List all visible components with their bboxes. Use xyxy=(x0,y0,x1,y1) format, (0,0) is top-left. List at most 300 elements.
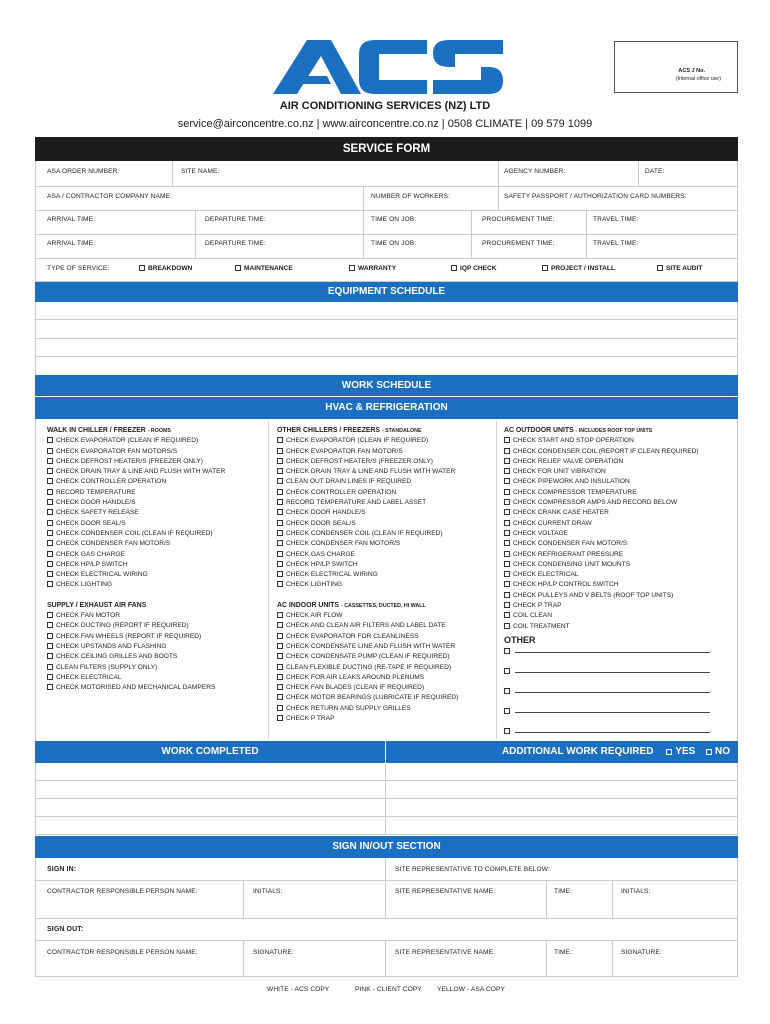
checklist-item-label: CHECK P TRAP xyxy=(513,602,562,610)
checklist-item-label: CHECK CONDENSER COIL (CLEAN IF REQUIRED) xyxy=(286,529,443,537)
additional-work-row[interactable] xyxy=(386,781,737,799)
initials-label: INITIALS: xyxy=(621,888,651,895)
checklist-item-label: CHECK SAFETY RELEASE xyxy=(56,509,139,517)
checklist-item[interactable] xyxy=(277,477,458,487)
checkbox-icon xyxy=(47,571,53,577)
checkbox-icon xyxy=(504,728,510,734)
checklist-item[interactable] xyxy=(504,591,710,601)
checklist-item[interactable] xyxy=(504,611,710,621)
work-completed-bar xyxy=(35,741,385,763)
checklist-item-label: CHECK START AND STOP OPERATION xyxy=(513,437,634,445)
checklist-item[interactable] xyxy=(47,570,225,580)
other-heading: OTHER xyxy=(504,634,536,645)
checkbox-icon xyxy=(277,458,283,464)
job-box-label: ACS J No. xyxy=(678,68,705,74)
checkbox-icon xyxy=(277,581,283,587)
checklist-item[interactable] xyxy=(277,580,458,590)
checkbox-icon xyxy=(277,561,283,567)
safety-passport-field[interactable] xyxy=(499,187,737,210)
contractor-label: CONTRACTOR RESPONSIBLE PERSON NAME: xyxy=(47,888,198,895)
checkbox-icon xyxy=(47,633,53,639)
checklist-item-label: CHECK MOTOR BEARINGS (LUBRICATE IF REQUIRED) xyxy=(286,694,459,702)
checklist-item-label: CHECK RELIEF VALVE OPERATION xyxy=(513,457,624,465)
checklist-item[interactable] xyxy=(47,457,225,467)
checklist-item[interactable] xyxy=(504,467,710,477)
checkbox-icon xyxy=(349,265,355,271)
checklist-item[interactable] xyxy=(47,447,225,457)
checklist-item-label: CHECK DOOR SEAL/S xyxy=(286,519,356,527)
checkbox-icon xyxy=(47,674,53,680)
service-option-label: BREAKDOWN xyxy=(148,265,193,272)
site-rep-complete-label: SITE REPRESENTATIVE TO COMPLETE BELOW: xyxy=(395,866,550,873)
checkbox-icon xyxy=(504,437,510,443)
checkbox-icon xyxy=(504,612,510,618)
equipment-schedule-title: EQUIPMENT SCHEDULE xyxy=(327,286,446,297)
checklist-item[interactable] xyxy=(47,508,225,518)
other-line-3[interactable] xyxy=(504,687,710,707)
checklist-item[interactable] xyxy=(504,550,710,560)
checkbox-icon xyxy=(277,468,283,474)
other-chillers-heading xyxy=(277,426,458,436)
checkbox-icon xyxy=(657,265,663,271)
checklist-item[interactable] xyxy=(277,673,458,683)
checklist-item[interactable] xyxy=(504,498,710,508)
checklist-item-label: CHECK COMPRESSOR TEMPERATURE xyxy=(513,488,637,496)
checklist-item-label: CHECK DUCTING (REPORT IF REQUIRED) xyxy=(56,622,189,630)
checklist-item[interactable] xyxy=(277,519,458,529)
checklist-item[interactable] xyxy=(47,550,225,560)
checkbox-icon xyxy=(504,489,510,495)
checklist-item-label: COIL CLEAN xyxy=(513,612,552,620)
agency-number-field[interactable] xyxy=(499,162,638,186)
checkbox-icon xyxy=(47,664,53,670)
checklist-item[interactable] xyxy=(277,714,458,724)
checklist-item[interactable] xyxy=(47,652,225,662)
checkbox-icon xyxy=(451,265,457,271)
ac-outdoor-sub: - INCLUDES ROOF TOP UNITS xyxy=(575,428,653,434)
additional-work-bar xyxy=(386,741,738,763)
procurement-time-field[interactable] xyxy=(472,211,586,234)
checkbox-icon xyxy=(504,458,510,464)
equipment-row[interactable] xyxy=(36,302,737,320)
asa-order-number-field[interactable] xyxy=(36,162,172,186)
checklist-item[interactable] xyxy=(504,529,710,539)
travel-time-field-2[interactable] xyxy=(587,235,737,258)
checkbox-icon xyxy=(47,489,53,495)
sign-out-time-field[interactable] xyxy=(547,941,612,976)
checklist-item-label: RECORD TEMPERATURE AND LABEL ASSET xyxy=(286,499,427,507)
checkbox-icon xyxy=(277,530,283,536)
work-completed-row[interactable] xyxy=(36,799,385,817)
checklist-item-label: CHECK CONDENSER FAN MOTOR/S xyxy=(286,540,401,548)
checklist-item-label: COIL TREATMENT xyxy=(513,622,570,630)
departure-time-field[interactable] xyxy=(196,211,363,234)
checklist-item[interactable] xyxy=(277,529,458,539)
checkbox-icon xyxy=(504,708,510,714)
checklist-item-label: CHECK ELECTRICAL WIRING xyxy=(56,571,148,579)
site-rep-name-label: SITE REPRESENTATIVE NAME: xyxy=(395,888,496,895)
checklist-item-label: CHECK EVAPORATOR FAN MOTORS/S xyxy=(56,447,178,455)
checklist-item[interactable] xyxy=(277,642,458,652)
checkbox-icon xyxy=(504,623,510,629)
checklist-item-label: CLEAN FILTERS (SUPPLY ONLY) xyxy=(56,663,158,671)
service-option-label: MAINTENANCE xyxy=(244,265,293,272)
checklist-item-label: CHECK CONDENSER FAN MOTOR/S xyxy=(56,540,171,548)
checklist-item-label: CHECK EVAPORATOR (CLEAN IF REQUIRED) xyxy=(286,437,429,445)
service-option-label: PROJECT / INSTALL xyxy=(551,265,615,272)
walk-in-chiller-title: WALK IN CHILLER / FREEZER xyxy=(47,427,146,434)
checkbox-icon xyxy=(504,602,510,608)
other-line-1[interactable] xyxy=(504,647,710,667)
sign-out-label: SIGN OUT: xyxy=(47,926,84,933)
checkbox-icon xyxy=(277,437,283,443)
checklist-item[interactable] xyxy=(504,457,710,467)
arrival-time-label: ARRIVAL TIME: xyxy=(47,240,96,247)
checklist-item-label: CLEAN FLEXIBLE DUCTING (RE-TAPE IF REQUIRED) xyxy=(286,663,452,671)
work-completed-row[interactable] xyxy=(36,763,385,781)
checkbox-icon xyxy=(504,688,510,694)
checkbox-icon xyxy=(277,489,283,495)
checklist-item[interactable] xyxy=(277,632,458,642)
procurement-time-label: PROCUREMENT TIME: xyxy=(482,216,555,223)
checkbox-icon xyxy=(277,674,283,680)
checklist-item[interactable] xyxy=(504,560,710,570)
date-field[interactable] xyxy=(639,162,737,186)
checklist-item-label: CHECK ELECTRICAL WIRING xyxy=(286,571,378,579)
checklist-item[interactable] xyxy=(504,622,710,632)
contractor-label: CONTRACTOR RESPONSIBLE PERSON NAME: xyxy=(47,949,198,956)
checklist-item-label: CHECK UPSTANDS AND FLASHING xyxy=(56,642,167,650)
checkbox-icon xyxy=(47,530,53,536)
checklist-item[interactable] xyxy=(47,560,225,570)
service-site-audit-checkbox[interactable] xyxy=(657,265,702,272)
checkbox-icon xyxy=(47,509,53,515)
checklist-item[interactable] xyxy=(47,488,225,498)
other-line-2[interactable] xyxy=(504,667,710,687)
checklist-item[interactable] xyxy=(277,447,458,457)
checklist-item-label: CHECK GAS CHARGE xyxy=(56,550,125,558)
checklist-item-label: CHECK AND CLEAN AIR FILTERS AND LABEL DATE xyxy=(286,622,446,630)
checklist-item-label: CHECK HP/LP SWITCH xyxy=(286,560,358,568)
yes-label: YES xyxy=(675,746,696,757)
checkbox-icon xyxy=(277,664,283,670)
checkbox-icon xyxy=(666,749,672,755)
other-line-4[interactable] xyxy=(504,707,710,727)
checklist-item[interactable] xyxy=(47,539,225,549)
company-name: AIR CONDITIONING SERVICES (NZ) LTD xyxy=(279,100,491,112)
checklist-item-label: CHECK CONDENSATE LINE AND FLUSH WITH WATER xyxy=(286,642,456,650)
site-name-label: SITE NAME: xyxy=(181,168,220,175)
supply-fans-heading: SUPPLY / EXHAUST AIR FANS xyxy=(47,601,147,609)
service-option-label: IQP CHECK xyxy=(460,265,497,272)
checkbox-icon xyxy=(47,458,53,464)
departure-time-label: DEPARTURE TIME: xyxy=(205,216,266,223)
additional-work-row[interactable] xyxy=(386,799,737,817)
equipment-schedule-bar xyxy=(35,282,738,302)
checklist-item[interactable] xyxy=(504,601,710,611)
other-chillers-sub: - STANDALONE xyxy=(381,428,422,434)
form-title: SERVICE FORM xyxy=(342,143,431,155)
checklist-item-label: CHECK FOR UNIT VIBRATION xyxy=(513,468,606,476)
additional-work-label: ADDITIONAL WORK REQUIRED xyxy=(501,746,654,757)
checklist-item-label: CHECK LIGHTING xyxy=(286,581,343,589)
checklist-item[interactable] xyxy=(277,498,458,508)
sign-in-time-field[interactable] xyxy=(547,881,612,918)
checklist-item[interactable] xyxy=(47,621,225,631)
equipment-row[interactable] xyxy=(36,357,737,375)
checklist-item[interactable] xyxy=(504,519,710,529)
checkbox-icon xyxy=(504,520,510,526)
work-schedule-bar xyxy=(35,375,738,396)
checklist-item-label: CHECK CONDENSATE PUMP (CLEAN IF REQUIRED) xyxy=(286,653,450,661)
time-on-job-field[interactable] xyxy=(364,211,471,234)
other-chillers-list xyxy=(277,426,458,724)
checklist-item-label: CHECK ELECTRICAL xyxy=(513,571,579,579)
checklist-item[interactable] xyxy=(277,683,458,693)
checkbox-icon xyxy=(504,540,510,546)
checkbox-icon xyxy=(504,668,510,674)
checklist-item[interactable] xyxy=(504,488,710,498)
checklist-item-label: CHECK CONDENSING UNIT MOUNTS xyxy=(513,560,631,568)
travel-time-label: TRAVEL TIME: xyxy=(593,216,639,223)
checkbox-icon xyxy=(277,684,283,690)
checklist-item[interactable] xyxy=(277,550,458,560)
checklist-item[interactable] xyxy=(47,683,225,693)
checklist-item[interactable] xyxy=(277,539,458,549)
checklist-item[interactable] xyxy=(277,560,458,570)
other-chillers-title: OTHER CHILLERS / FREEZERS xyxy=(277,427,380,434)
checklist-item[interactable] xyxy=(47,436,225,446)
checkbox-icon xyxy=(504,509,510,515)
checklist-item-label: CHECK LIGHTING xyxy=(56,581,113,589)
checklist-item[interactable] xyxy=(504,570,710,580)
site-name-field[interactable] xyxy=(173,162,498,186)
service-project-install-checkbox[interactable] xyxy=(542,265,615,272)
equipment-row[interactable] xyxy=(36,339,737,357)
checkbox-icon xyxy=(47,520,53,526)
checklist-item[interactable] xyxy=(277,488,458,498)
checklist-item[interactable] xyxy=(277,436,458,446)
additional-work-row[interactable] xyxy=(386,763,737,781)
sign-in-initials-field[interactable] xyxy=(244,881,385,918)
sign-in-contractor-field[interactable] xyxy=(36,881,243,918)
additional-yes-checkbox[interactable] xyxy=(666,746,695,757)
signature-label: SIGNATURE: xyxy=(253,949,294,956)
checklist-item[interactable] xyxy=(504,508,710,518)
checkbox-icon xyxy=(504,478,510,484)
sign-in-out-bar xyxy=(35,836,738,858)
checklist-item-label: CHECK FOR AIR LEAKS AROUND PLENUMS xyxy=(286,673,425,681)
work-schedule-title: WORK SCHEDULE xyxy=(341,380,432,391)
checklist-item-label: CLEAN OUT DRAIN LINES IF REQUIRED xyxy=(286,478,412,486)
checklist-item[interactable] xyxy=(47,663,225,673)
sign-in-site-initials-field[interactable] xyxy=(613,881,737,918)
checklist-item[interactable] xyxy=(47,529,225,539)
service-warranty-checkbox[interactable] xyxy=(349,265,396,272)
checkbox-icon xyxy=(277,622,283,628)
job-box-sub: (Internal office use) xyxy=(675,76,721,82)
checkbox-icon xyxy=(504,530,510,536)
company-name-field[interactable] xyxy=(36,187,363,210)
checklist-item[interactable] xyxy=(47,580,225,590)
checkbox-icon xyxy=(277,520,283,526)
checklist-item-label: CHECK HP/LP SWITCH xyxy=(56,560,128,568)
checklist-item-label: CHECK PULLEYS AND V BELTS (ROOF TOP UNITS) xyxy=(513,591,674,599)
checklist-item[interactable] xyxy=(47,467,225,477)
departure-time-label: DEPARTURE TIME: xyxy=(205,240,266,247)
checklist-item-label: CHECK RETURN AND SUPPLY GRILLES xyxy=(286,704,411,712)
checklist-item-label: CHECK GAS CHARGE xyxy=(286,550,355,558)
number-of-workers-field[interactable] xyxy=(364,187,498,210)
sign-out-signature-field[interactable] xyxy=(244,941,385,976)
checklist-item[interactable] xyxy=(47,642,225,652)
checklist-item[interactable] xyxy=(277,693,458,703)
checkbox-icon xyxy=(504,468,510,474)
checklist-item-label: CHECK CONTROLLER OPERATION xyxy=(286,488,397,496)
checkbox-icon xyxy=(47,551,53,557)
checklist-item[interactable] xyxy=(277,652,458,662)
checkbox-icon xyxy=(139,265,145,271)
additional-no-checkbox[interactable] xyxy=(706,746,730,757)
sign-out-site-rep-field[interactable] xyxy=(386,941,546,976)
checklist-item[interactable] xyxy=(47,498,225,508)
work-completed-row[interactable] xyxy=(36,781,385,799)
checklist-item[interactable] xyxy=(47,632,225,642)
time-label: TIME: xyxy=(554,888,573,895)
hvac-bar xyxy=(35,397,738,419)
date-label: DATE: xyxy=(645,168,665,175)
checklist-item-label: CHECK REFRIGERANT PRESSURE xyxy=(513,550,624,558)
equipment-row[interactable] xyxy=(36,320,737,339)
checkbox-icon xyxy=(504,448,510,454)
checklist-item-label: CHECK CONDENSER FAN MOTOR/S xyxy=(513,540,628,548)
checklist-item-label: CHECK DEFROST HEATER/S (FREEZER ONLY) xyxy=(56,457,203,465)
signature-label: SIGNATURE: xyxy=(621,949,662,956)
checklist-item-label: CHECK DRAIN TRAY & LINE AND FLUSH WITH WATER xyxy=(56,468,226,476)
arrival-time-field-2[interactable] xyxy=(36,235,195,258)
sign-out-site-signature-field[interactable] xyxy=(613,941,737,976)
checklist-item[interactable] xyxy=(277,704,458,714)
checkbox-icon xyxy=(47,643,53,649)
checklist-item-label: CHECK ELECTRICAL xyxy=(56,673,122,681)
checkbox-icon xyxy=(504,581,510,587)
checklist-item[interactable] xyxy=(504,539,710,549)
checkbox-icon xyxy=(277,612,283,618)
checkbox-icon xyxy=(235,265,241,271)
checklist-item[interactable] xyxy=(47,673,225,683)
work-completed-title: WORK COMPLETED xyxy=(161,746,259,757)
checklist-item[interactable] xyxy=(47,611,225,621)
checkbox-icon xyxy=(277,694,283,700)
checklist-item[interactable] xyxy=(47,519,225,529)
checkbox-icon xyxy=(277,448,283,454)
checklist-item[interactable] xyxy=(277,570,458,580)
checklist-item[interactable] xyxy=(47,477,225,487)
checklist-item[interactable] xyxy=(277,467,458,477)
checkbox-icon xyxy=(504,551,510,557)
service-breakdown-checkbox[interactable] xyxy=(139,265,192,272)
checklist-item-label: CHECK EVAPORATOR FAN MOTOR/S xyxy=(286,447,403,455)
arrival-time-field[interactable] xyxy=(36,211,195,234)
checklist-item-label: CHECK EVAPORATOR FOR CLEANLINESS xyxy=(286,632,419,640)
checkbox-icon xyxy=(47,684,53,690)
departure-time-field-2[interactable] xyxy=(196,235,363,258)
site-rep-name-label: SITE REPRESENTATIVE NAME: xyxy=(395,949,496,956)
checklist-item-label: CHECK VOLTAGE xyxy=(513,529,569,537)
walk-in-chiller-sub: - ROOMS xyxy=(147,428,171,434)
checkbox-icon xyxy=(47,437,53,443)
job-number-box[interactable] xyxy=(614,41,738,93)
service-option-label: SITE AUDIT xyxy=(666,265,703,272)
checklist-item-label: CHECK DOOR HANDLE/S xyxy=(286,509,366,517)
initials-label: INITIALS: xyxy=(253,888,283,895)
footer-white-copy: WHITE - ACS COPY xyxy=(267,986,330,993)
checklist-item-label: CHECK DEFROST HEATER/S (FREEZER ONLY) xyxy=(286,457,433,465)
footer-pink-copy: PINK - CLIENT COPY xyxy=(355,986,422,993)
asa-order-label: ASA ORDER NUMBER: xyxy=(47,168,120,175)
checklist-item[interactable] xyxy=(277,611,458,621)
travel-time-field[interactable] xyxy=(587,211,737,234)
passport-label: SAFETY PASSPORT / AUTHORIZATION CARD NUMBERS: xyxy=(504,193,687,200)
checklist-item[interactable] xyxy=(277,457,458,467)
additional-work-row[interactable] xyxy=(386,817,737,835)
checkbox-icon xyxy=(277,633,283,639)
checklist-item[interactable] xyxy=(504,580,710,590)
checkbox-icon xyxy=(47,581,53,587)
time-on-job-field-2[interactable] xyxy=(364,235,471,258)
checkbox-icon xyxy=(504,648,510,654)
ac-indoor-heading xyxy=(277,601,458,611)
service-maintenance-checkbox[interactable] xyxy=(235,265,293,272)
checkbox-icon xyxy=(47,653,53,659)
checklist-item-label: CHECK CRANK CASE HEATER xyxy=(513,509,609,517)
arrival-time-label: ARRIVAL TIME: xyxy=(47,216,96,223)
checkbox-icon xyxy=(277,715,283,721)
agency-number-label: AGENCY NUMBER: xyxy=(504,168,566,175)
service-iqp-check-checkbox[interactable] xyxy=(451,265,497,272)
sign-in-site-rep-field[interactable] xyxy=(386,881,546,918)
sign-out-contractor-field[interactable] xyxy=(36,941,243,976)
time-on-job-label: TIME ON JOB: xyxy=(371,240,417,247)
checkbox-icon xyxy=(706,749,712,755)
procurement-time-field-2[interactable] xyxy=(472,235,586,258)
service-option-label: WARRANTY xyxy=(358,265,397,272)
checkbox-icon xyxy=(542,265,548,271)
sign-in-label: SIGN IN: xyxy=(47,866,77,873)
work-completed-row[interactable] xyxy=(36,817,385,835)
checklist-item[interactable] xyxy=(277,621,458,631)
walk-in-chiller-heading xyxy=(47,426,225,436)
footer-yellow-copy: YELLOW - ASA COPY xyxy=(437,986,506,993)
checklist-item-label: CHECK FAN BLADES (CLEAN IF REQUIRED) xyxy=(286,684,425,692)
checklist-item-label: CHECK AIR FLOW xyxy=(286,612,343,620)
checkbox-icon xyxy=(47,448,53,454)
checkbox-icon xyxy=(277,499,283,505)
workers-label: NUMBER OF WORKERS: xyxy=(371,193,451,200)
checklist-item[interactable] xyxy=(277,508,458,518)
checkbox-icon xyxy=(277,571,283,577)
checkbox-icon xyxy=(47,561,53,567)
procurement-time-label: PROCUREMENT TIME: xyxy=(482,240,555,247)
checklist-item[interactable] xyxy=(504,447,710,457)
checklist-item[interactable] xyxy=(277,663,458,673)
walk-in-chiller-list xyxy=(47,426,225,693)
checkbox-icon xyxy=(277,551,283,557)
checkbox-icon xyxy=(504,561,510,567)
checklist-item[interactable] xyxy=(504,436,710,446)
checklist-item[interactable] xyxy=(504,477,710,487)
checklist-item-label: CHECK FAN WHEELS (REPORT IF REQUIRED) xyxy=(56,632,202,640)
